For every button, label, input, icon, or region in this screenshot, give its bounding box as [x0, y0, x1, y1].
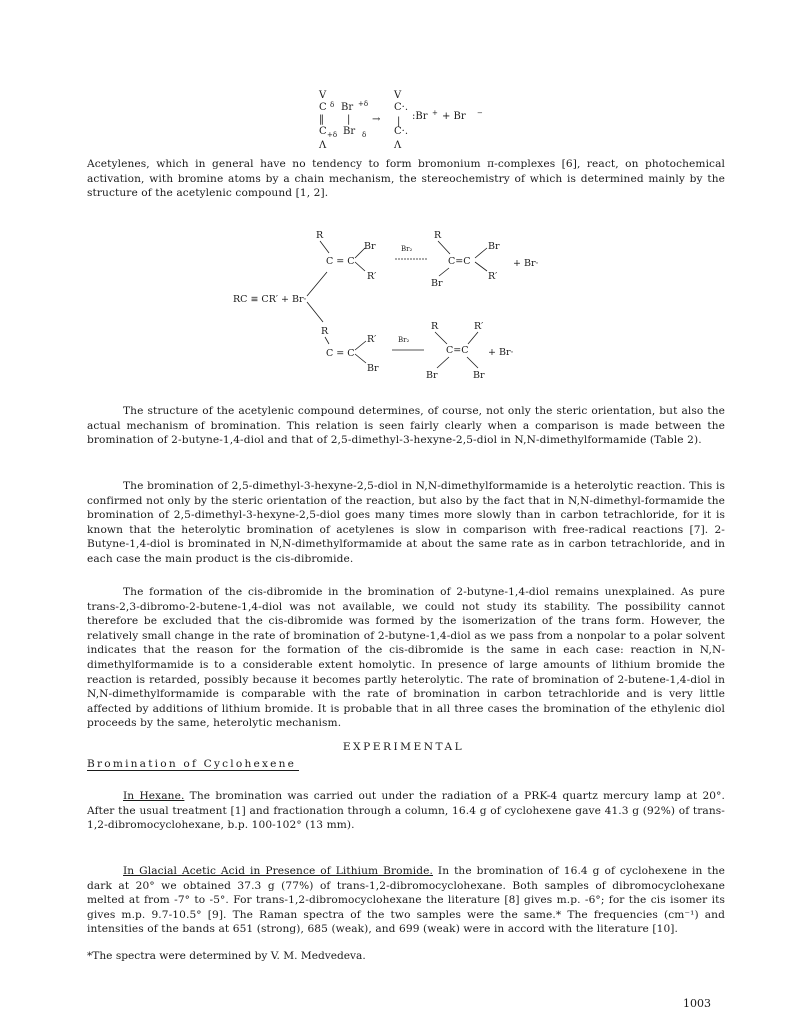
paragraph-cis-dibromide: The formation of the cis-dibromide in the bromination of 2-butyne-1,4-diol remains unexplained. As pure trans-2,3-dibromo-2-butene-1,4-diol was not available, we could not study its stability. The possibility cannot therefore be excluded that the cis-dibromide was formed by the isomerization of the trans form. However, the relatively small change in the rate of bromination of 2-butyne-1,4-diol as we pass from a nonpolar to a polar solvent indicates that the reason for the formation of the cis-dibromide is the same in each case: reaction in N,N-dimethylformamide is to a considerable extent homolytic. In presence of large amounts of lithium bromide the reaction is retarded, possibly because it becomes partly heterolytic. The rate of bromination of 2-butene-1,4-diol in N,N-dimethylformamide is comparable with the rate of bromination in carbon tetrachloride and is very little affected by additions of lithium bromide. It is probable that in all three cases the bromination of the ethylenic diol proceeds by the same, heterolytic mechanism. [87, 586, 725, 730]
scheme1-arrow: → [372, 114, 381, 125]
scheme1-c-bottom-right: C·. [394, 126, 409, 137]
scheme1-minus: − [477, 109, 483, 117]
scheme1-c-bottom-left: C [319, 126, 327, 137]
scheme1-v-right: V [394, 90, 402, 101]
scheme2-bot-plus: + Br· [488, 347, 514, 358]
scheme1-delta2-bottom: δ [362, 131, 367, 139]
bromonium-scheme [300, 86, 520, 152]
scheme2-bot-Rprime: R′ [367, 334, 377, 345]
scheme1-br-bottom: Br [343, 126, 356, 137]
acetic-acid-body: In the bromination of 16.4 g of cyclohexene in the dark at 20° we obtained 37.3 g (77%) of trans-1,2-dibromocyclohexane. Both samples of dibromocyclohexane melted at from -7° to -5°. For trans-1,2-dibromocyclohexane the literature [8] gives m.p. -6°; for the cis isomer its gives m.p. 9.7-10.5° [9]. The Raman spectra of the two samples were the same.* The frequencies (cm⁻¹) and intensities of the bands at 651 (strong), 685 (weak), and 699 (weak) were in accord with the literature [10]. [87, 865, 725, 936]
scheme2-bot-reagent: Br₂ [398, 336, 410, 344]
scheme2-bot-prod-Br2: Br [473, 370, 485, 381]
scheme2-top-prod-C: C=C [448, 256, 471, 267]
radical-addition-scheme [195, 226, 575, 382]
scheme1-bar-right: | [397, 116, 401, 127]
scheme2-start: RC ≡ CR′ + Br· [233, 294, 307, 305]
scheme1-br-ion: :Br [412, 111, 428, 122]
scheme1-c-top-left: C [319, 102, 327, 113]
scheme2-top-C: C = C [326, 256, 355, 267]
scheme2-bot-prod-Br1: Br [426, 370, 438, 381]
scheme2-top-Rprime: R′ [367, 271, 377, 282]
scheme1-c-top-right: C·. [394, 102, 409, 113]
scheme1-bar: | [347, 114, 351, 125]
scheme2-top-R: R [316, 230, 324, 241]
scheme2-bot-prod-Rprime: R′ [474, 321, 484, 332]
scheme2-bot-prod-C: C=C [446, 345, 469, 356]
scheme2-top-prod-R: R [434, 230, 442, 241]
scheme1-plus-br: + Br [442, 111, 466, 122]
paragraph-heterolytic: The bromination of 2,5-dimethyl-3-hexyne-2,5-diol in N,N-dimethylformamide is a heterolytic reaction. This is confirmed not only by the steric orientation of the reaction, but also by the fact that in N,N-dimethyl-formamide the bromination of 2,5-dimethyl-3-hexyne-2,5-diol goes many times more slowly than in carbon tetrachloride, for it is known that the heterolytic bromination of acetylenes is slow in comparison with free-radical reactions [7]. 2-Butyne-1,4-diol is brominated in N,N-dimethylformamide at about the same rate as in carbon tetrachloride, and in each case the main product is the cis-dibromide. [87, 480, 725, 565]
subsection-heading: Bromination of Cyclohexene [87, 758, 299, 771]
scheme1-lambda-left: Λ [319, 140, 327, 151]
scheme1-charge-top: +δ [358, 100, 369, 108]
scheme2-top-prod-Rprime: R′ [488, 271, 498, 282]
scheme2-top-Br: Br [364, 241, 376, 252]
hexane-body: The bromination was carried out under the radiation of a PRK-4 quartz mercury lamp at 20°. After the usual treatment [1] and fractionation through a column, 16.4 g of cyclohexene gave 41.3 g (92%) of trans-1,2-dibromocyclohexane, b.p. 100-102° (13 mm). [87, 790, 725, 832]
paragraph-acetylenes: Acetylenes, which in general have no tendency to form bromonium π-complexes [6], react, on photochemical activation, with bromine atoms by a chain mechanism, the stereochemistry of which is determined mainly by the structure of the acetylenic compound [1, 2]. [87, 158, 725, 200]
paragraph-structure: The structure of the acetylenic compound determines, of course, not only the steric orientation, but also the actual mechanism of bromination. This relation is seen fairly clearly when a comparison is made between the bromination of 2-butyne-1,4-diol and that of 2,5-dimethyl-3-hexyne-2,5-diol in N,N-dimethylformamide (Table 2). [87, 405, 725, 447]
scheme1-br-charge: + [432, 109, 438, 117]
scheme2-bot-Br: Br [367, 363, 379, 374]
scheme1-v-left: V [319, 90, 327, 101]
scheme2-top-plus: + Br· [513, 258, 539, 269]
scheme2-top-prod-Br1: Br [488, 241, 500, 252]
page-number: 1003 [683, 997, 711, 1010]
scheme2-top-prod-Br2: Br [431, 278, 443, 289]
paragraph-hexane [87, 789, 725, 833]
scheme1-double-bond: ‖ [319, 114, 324, 125]
scheme2-bot-R: R [321, 326, 329, 337]
scheme2-bot-prod-R: R [431, 321, 439, 332]
footnote: *The spectra were determined by V. M. Medvedeva. [87, 950, 366, 962]
scheme1-delta-bottom: +δ [327, 131, 338, 139]
scheme2-branch-up [307, 272, 327, 296]
scheme2-bot-C: C = C [326, 348, 355, 359]
acetic-acid-lead: In Glacial Acetic Acid in Presence of Lithium Bromide. [123, 865, 433, 877]
scheme1-br-top: Br [341, 102, 354, 113]
scheme1-delta-top: δ [330, 101, 335, 109]
scheme1-lambda-right: Λ [394, 140, 402, 151]
scheme2-top-reagent: Br₂ [401, 245, 413, 253]
scheme2-branch-down [307, 302, 323, 322]
hexane-lead: In Hexane. [123, 790, 185, 802]
section-heading-experimental: EXPERIMENTAL [342, 741, 465, 753]
paragraph-acetic-acid [87, 864, 725, 937]
